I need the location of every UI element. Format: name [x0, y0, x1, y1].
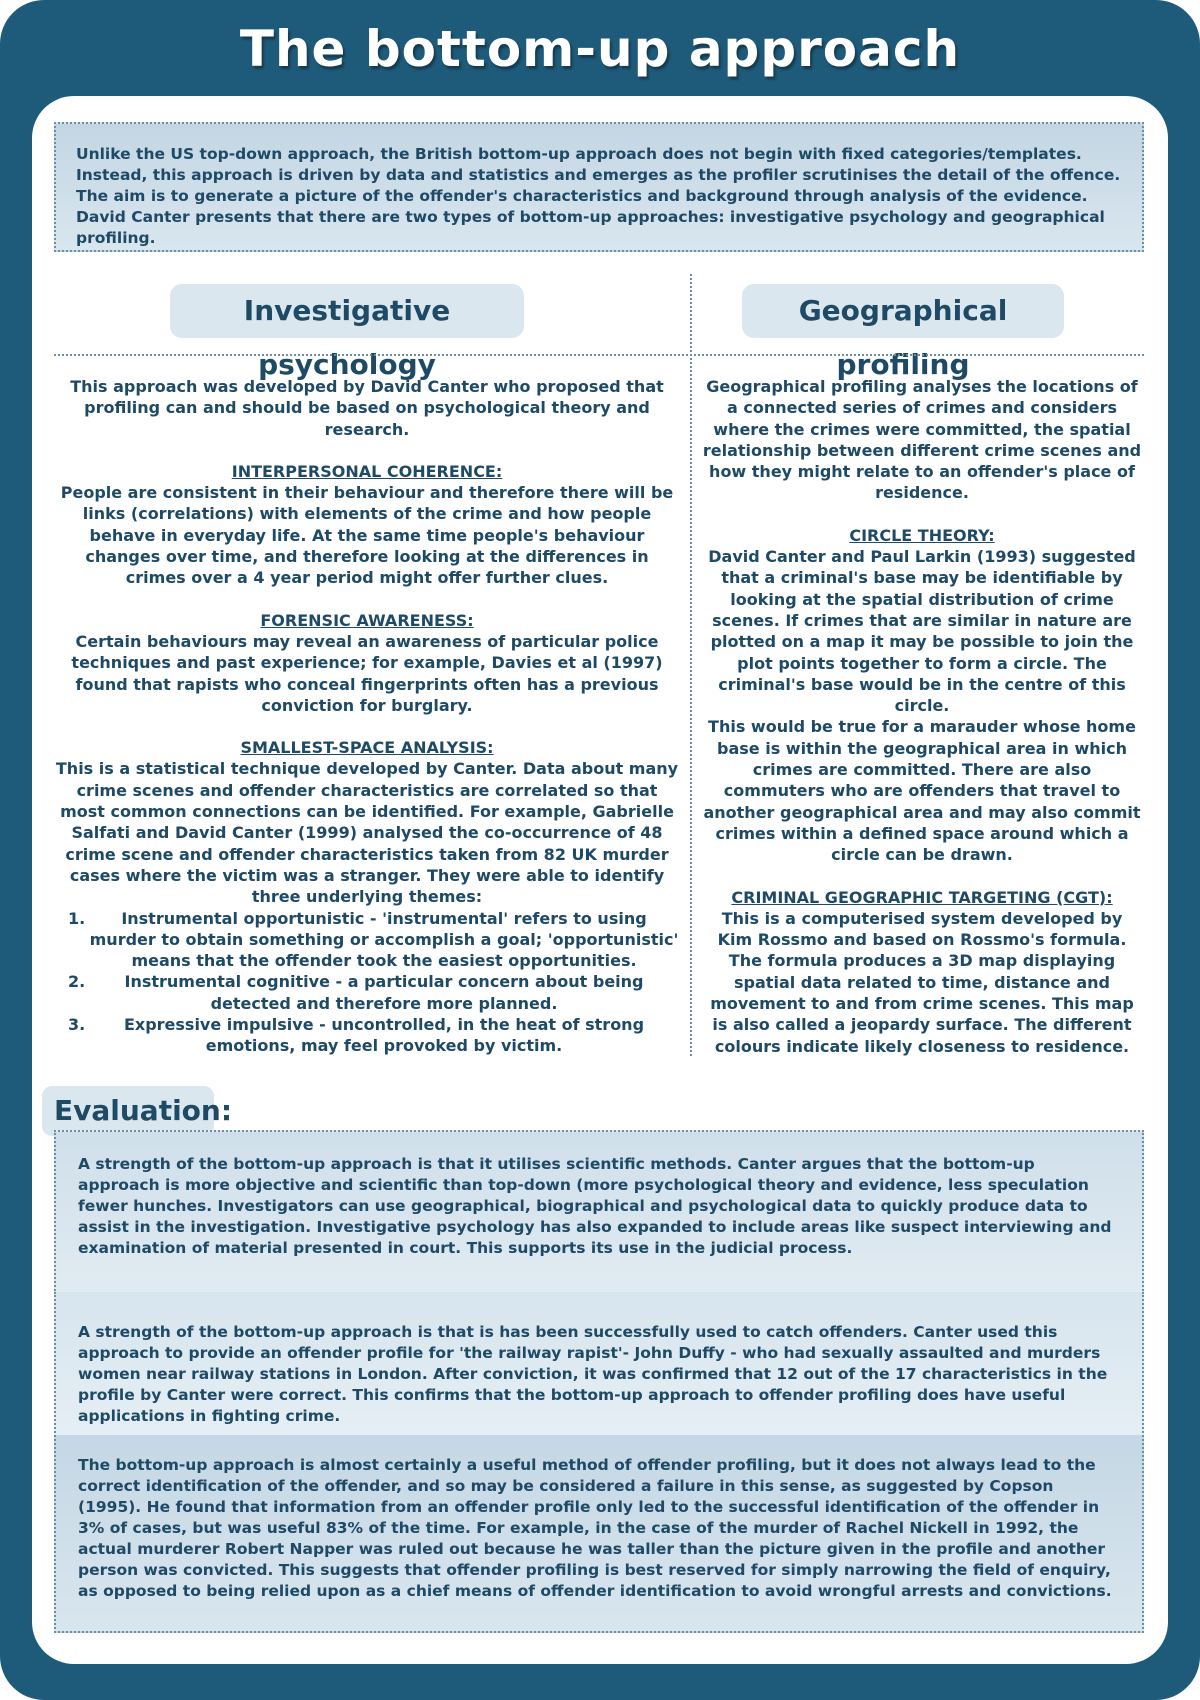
ip-coherence-title: INTERPERSONAL COHERENCE:: [231, 461, 503, 481]
list-text: Instrumental opportunistic - 'instrumental' refers to using murder to obtain something or accomplish a goal; 'opportunistic' means that the offender took the easiest opportunities.: [89, 908, 679, 971]
gp-circle-text-2: This would be true for a marauder whose home base is within the geographical area in which crimes are committed. There are also commuters who are offenders that travel to another geographical area and may also commit crimes within a defined space around which a circle can be drawn.: [703, 717, 1141, 865]
list-item: [54, 1014, 680, 1057]
page-title: The bottom-up approach: [239, 20, 961, 78]
ip-forensic-text: Certain behaviours may reveal an awareness of particular police techniques and past experience; for example, Davies et al (1997) found that rapists who conceal fingerprints often has a previous conviction for burglary.: [71, 631, 663, 715]
heading-divider: [54, 354, 1144, 356]
list-text: Expressive impulsive - uncontrolled, in the heat of strong emotions, may feel provoked by victim.: [123, 1015, 645, 1056]
ip-forensic-title: FORENSIC AWARENESS:: [260, 610, 474, 630]
content-panel: [32, 96, 1168, 1664]
gp-cgt-title: CRIMINAL GEOGRAPHIC TARGETING (CGT):: [731, 887, 1113, 907]
ip-ssa-title: SMALLEST-SPACE ANALYSIS:: [240, 738, 494, 758]
ip-ssa-text: This is a statistical technique developed by Canter. Data about many crime scenes and offender characteristics are correlated so that most common connections can be identified. For example, Gabrielle Salfati and David Canter (1999) analysed the co-occurrence of 48 crime scene and offender characteristics taken from 82 UK murder cases where the victim was a stranger. They were able to identify three underlying themes:: [55, 759, 679, 907]
ip-themes-list: [54, 908, 680, 1057]
ip-intro: This approach was developed by David Canter who proposed that profiling can and should be based on psychological theory and research.: [70, 377, 664, 439]
geographical-profiling-column: [702, 376, 1142, 1057]
intro-box: Unlike the US top-down approach, the British bottom-up approach does not begin with fixed categories/templates. Instead, this approach is driven by data and statistics and emerges as the profiler scrutinises the detail of the offence. The aim is to generate a picture of the offender's characteristics and background through analysis of the evidence. David Canter presents that there are two types of bottom-up approaches: investigative psychology and geographical profiling.: [54, 122, 1144, 252]
column-divider: [690, 274, 692, 1056]
geographical-profiling-heading: Geographical profiling: [742, 284, 1064, 338]
investigative-psychology-column: [54, 376, 680, 1057]
evaluation-point-1: A strength of the bottom-up approach is that it utilises scientific methods. Canter argues that the bottom-up approach is more objective and scientific than top-down (more psychological theory and evidence, less speculation fewer hunches. Investigators can use geographical, biographical and psychological data to quickly produce data to assist in the investigation. Investigative psychology has also expanded to include areas like suspect interviewing and examination of material presented in court. This supports its use in the judicial process.: [54, 1130, 1144, 1294]
list-item: [54, 908, 680, 972]
evaluation-heading: Evaluation:: [42, 1086, 214, 1136]
investigative-psychology-heading: Investigative psychology: [170, 284, 524, 338]
gp-circle-text: David Canter and Paul Larkin (1993) suggested that a criminal's base may be identifiable by looking at the spatial distribution of crime scenes. If crimes that are similar in nature are plotted on a map it may be possible to join the plot points together to form a circle. The criminal's base would be in the centre of this circle.: [708, 547, 1136, 716]
list-text: Instrumental cognitive - a particular concern about being detected and therefore more planned.: [124, 972, 644, 1013]
list-number: 1.: [68, 908, 86, 928]
ip-coherence-text: People are consistent in their behaviour and therefore there will be links (correlations) with elements of the crime and how people behave in everyday life. At the same time people's behaviour changes over time, and therefore looking at the differences in crimes over a 4 year period might offer further clues.: [60, 483, 674, 588]
list-item: [54, 971, 680, 1014]
list-number: 3.: [68, 1015, 86, 1035]
gp-intro: Geographical profiling analyses the locations of a connected series of crimes and considers where the crimes were committed, the spatial relationship between different crime scenes and how they might relate to an offender's place of residence.: [702, 377, 1142, 503]
evaluation-point-3: The bottom-up approach is almost certainly a useful method of offender profiling, but it does not always lead to the correct identification of the offender, and so may be considered a failure in this sense, as suggested by Copson (1995). He found that information from an offender profile only led to the successful identification of the offender in 3% of cases, but was useful 83% of the time. For example, in the case of the murder of Rachel Nickell in 1992, the actual murderer Robert Napper was ruled out because he was taller than the picture given in the profile and another person was convicted. This suggests that offender profiling is best reserved for simply narrowing the field of enquiry, as opposed to being relied upon as a chief means of offender identification to avoid wrongful arrests and convictions.: [54, 1435, 1144, 1633]
list-number: 2.: [68, 972, 86, 992]
gp-circle-title: CIRCLE THEORY:: [849, 525, 995, 545]
gp-cgt-text: This is a computerised system developed by Kim Rossmo and based on Rossmo's formula. The formula produces a 3D map displaying spatial data related to time, distance and movement to and from crime scenes. This map is also called a jeopardy surface. The different colours indicate likely closeness to residence.: [710, 908, 1134, 1056]
evaluation-point-2: A strength of the bottom-up approach is that is has been successfully used to catch offenders. Canter used this approach to provide an offender profile for 'the railway rapist'- John Duffy - who had sexually assaulted and murders women near railway stations in London. After conviction, it was confirmed that 12 out of the 17 characteristics in the profile by Canter were correct. This confirms that the bottom-up approach to offender profiling does have useful applications in fighting crime.: [54, 1292, 1144, 1437]
